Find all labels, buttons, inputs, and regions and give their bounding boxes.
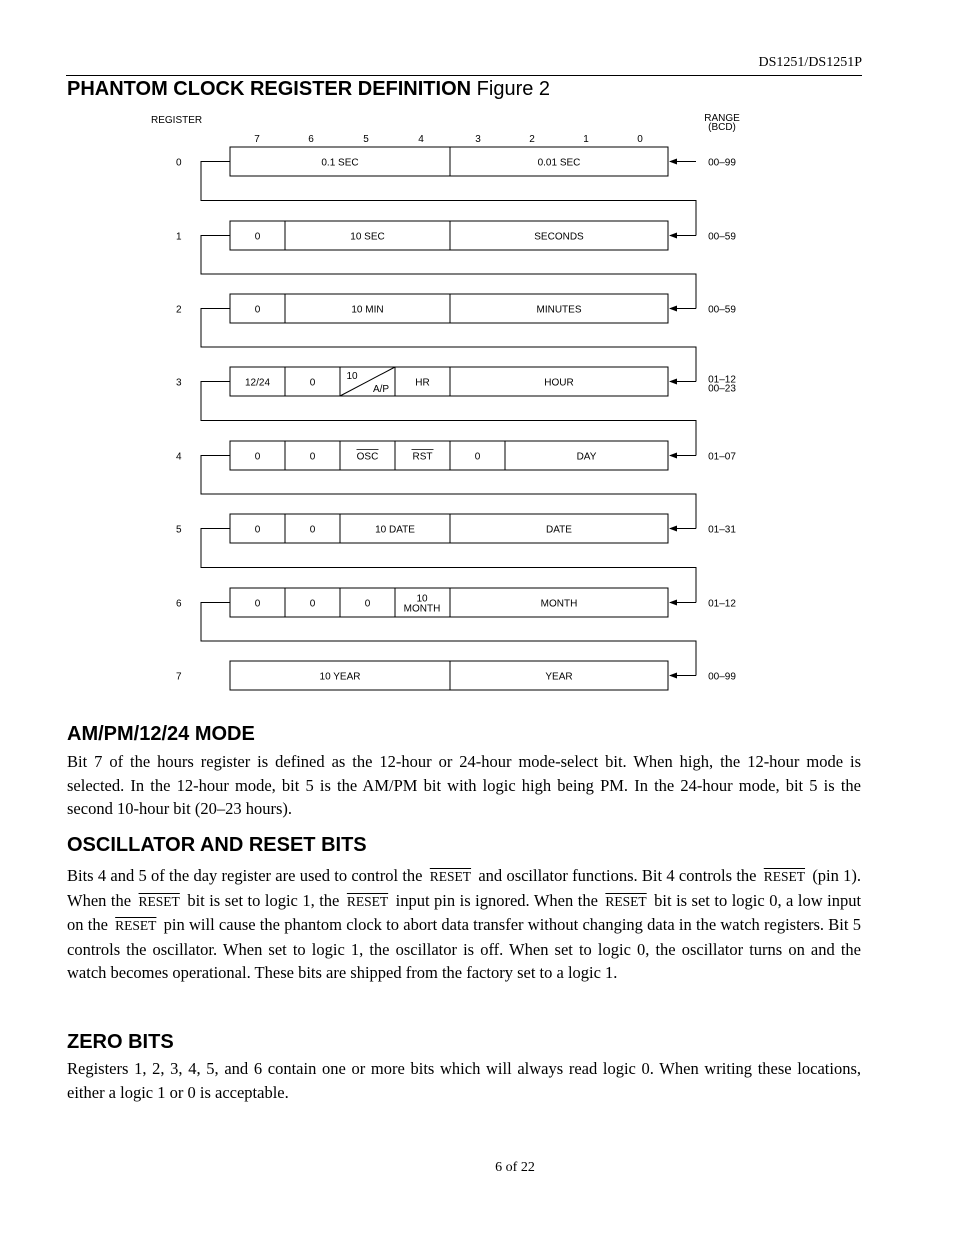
register-index: 7 — [176, 671, 182, 683]
chain-connector — [201, 456, 696, 529]
register-index: 3 — [176, 377, 182, 389]
register-field: 0 — [254, 451, 261, 463]
register-index: 1 — [176, 231, 182, 243]
reset-signal: RESET — [346, 893, 389, 909]
register-row-box — [230, 221, 668, 250]
register-row-box — [230, 514, 668, 543]
register-index: 0 — [176, 157, 182, 169]
register-field: 0 — [254, 231, 261, 243]
register-row-box — [230, 294, 668, 323]
input-arrow-head — [669, 159, 677, 165]
reset-signal: RESET — [138, 893, 180, 909]
register-field: 0.01 SEC — [537, 157, 581, 169]
range-value: 00–23 — [708, 383, 736, 395]
osc-text-5: input pin is ignored. When the — [395, 890, 598, 910]
osc-reset-paragraph — [67, 864, 861, 985]
register-field: 0 — [254, 598, 261, 610]
bit-number-five: 5 — [363, 134, 369, 145]
register-field: 0 — [364, 598, 371, 610]
register-field: OSC — [356, 451, 379, 463]
reset-signal: RESET — [763, 869, 806, 884]
register-row-box — [230, 588, 668, 617]
register-field: 0 — [309, 598, 316, 610]
register-field: 10 — [346, 371, 358, 382]
bit-number-two: 2 — [529, 134, 535, 145]
reset-signal: RESET — [115, 918, 157, 933]
input-arrow-head — [669, 600, 677, 606]
register-field: 10 SEC — [350, 231, 385, 243]
register-field: HOUR — [544, 377, 574, 389]
register-field: MONTH — [540, 598, 578, 610]
register-index: 6 — [176, 598, 182, 610]
register-row-box — [230, 441, 668, 470]
chain-connector — [201, 529, 696, 603]
register-field: 0.1 SEC — [321, 157, 359, 169]
register-field: 0 — [309, 451, 316, 463]
chain-connector — [201, 309, 696, 382]
register-field: HR — [415, 377, 430, 389]
reset-signal: RESET — [429, 869, 472, 884]
register-field: 10 DATE — [375, 524, 415, 536]
input-arrow-head — [669, 526, 677, 532]
figure-title — [67, 78, 550, 101]
bit-number-seven: 7 — [254, 134, 260, 145]
chain-connector — [201, 162, 696, 236]
osc-text-4: bit is set to logic 1, the — [187, 890, 340, 910]
register-field: 0 — [254, 524, 261, 536]
figure-title-suffix: Figure 2 — [476, 78, 551, 100]
register-row-box — [230, 661, 668, 690]
register-field: 10 — [416, 593, 428, 605]
range-column-label: RANGE — [704, 113, 740, 124]
register-field: 12/24 — [244, 377, 271, 389]
chain-connector — [201, 382, 696, 456]
ampm-heading: AM/PM/12/24 MODE — [67, 723, 255, 745]
register-field: 0 — [309, 377, 316, 389]
figure-title-bold: PHANTOM CLOCK REGISTER DEFINITION — [67, 78, 472, 100]
chain-connector — [201, 236, 696, 309]
register-field: 10 YEAR — [319, 671, 361, 683]
register-field: 0 — [309, 524, 316, 536]
register-field: DAY — [576, 451, 597, 463]
zero-bits-paragraph: Registers 1, 2, 3, 4, 5, and 6 contain one or more bits which will always read logic 0. When writing these locations, either a logic 1 or 0 is acceptable. — [67, 1059, 861, 1102]
register-field: RST — [412, 451, 433, 463]
reset-signal: RESET — [605, 893, 647, 909]
register-field: 0 — [254, 304, 261, 316]
register-field: YEAR — [545, 671, 573, 683]
register-field: A/P — [372, 384, 390, 395]
input-arrow-head — [669, 379, 677, 385]
register-row-box — [230, 367, 668, 396]
osc-reset-heading: OSCILLATOR AND RESET BITS — [67, 834, 367, 856]
range-value: 00–59 — [708, 304, 736, 316]
bit-number-zero: 0 — [637, 134, 643, 145]
register-field: 10 MIN — [351, 304, 384, 316]
osc-text-3: (pin 1). When the — [67, 866, 862, 910]
register-row-box — [230, 147, 668, 176]
range-value: 01–12 — [708, 374, 736, 386]
input-arrow-head — [669, 306, 677, 312]
zero-bits-heading: ZERO BITS — [67, 1031, 174, 1053]
ampm-paragraph: Bit 7 of the hours register is defined as the 12-hour or 24-hour mode-select bit. When high, the 12-hour mode is selected. In the 12-hour mode, bit 5 is the AM/PM bit with logic high being PM. In the 24-hour mode, bit 5 is the second 10-hour bit (20–23 hours). — [67, 752, 861, 818]
register-index: 2 — [176, 304, 182, 316]
range-value: 01–31 — [708, 524, 736, 536]
osc-text-7: pin will cause the phantom clock to abort data transfer without changing data in the watch registers. Bit 5 controls the oscillator. When set to logic 1, the oscillator is off. When set to logic 0, the oscillator turns on and the watch becomes operational. These bits are shipped from the factory set to a logic 1. — [67, 915, 861, 982]
register-field: DATE — [546, 524, 572, 536]
range-value: 00–99 — [708, 157, 736, 169]
chain-connector — [201, 603, 696, 676]
bit-number-six: 6 — [308, 134, 314, 145]
bit-number-four: 4 — [418, 134, 424, 145]
range-value: 00–99 — [708, 671, 736, 683]
range-value: 00–59 — [708, 231, 736, 243]
document-id: DS1251/DS1251P — [758, 55, 862, 70]
input-arrow-head — [669, 453, 677, 459]
osc-text-1: Bits 4 and 5 of the day register are used to control the — [67, 866, 423, 885]
register-column-label: REGISTER — [151, 115, 203, 126]
register-field: 0 — [474, 451, 481, 463]
osc-text-2: and oscillator functions. Bit 4 controls the — [478, 866, 757, 885]
register-field: SECONDS — [534, 231, 584, 243]
range-value: 01–07 — [708, 451, 736, 463]
register-field: MONTH — [403, 603, 441, 615]
bit-number-one: 1 — [583, 134, 589, 145]
register-diagram — [140, 105, 760, 700]
register-index: 5 — [176, 524, 182, 536]
bit-number-three: 3 — [475, 134, 481, 145]
header-rule — [66, 75, 862, 76]
osc-text-6: bit is set to logic 0, a low input on the — [67, 890, 862, 934]
range-value: 01–12 — [708, 598, 736, 610]
input-arrow-head — [669, 673, 677, 679]
page-number: 6 of 22 — [495, 1160, 535, 1175]
register-index: 4 — [176, 451, 182, 463]
input-arrow-head — [669, 233, 677, 239]
range-column-sublabel: (BCD) — [708, 122, 736, 133]
register-field: MINUTES — [536, 304, 582, 316]
